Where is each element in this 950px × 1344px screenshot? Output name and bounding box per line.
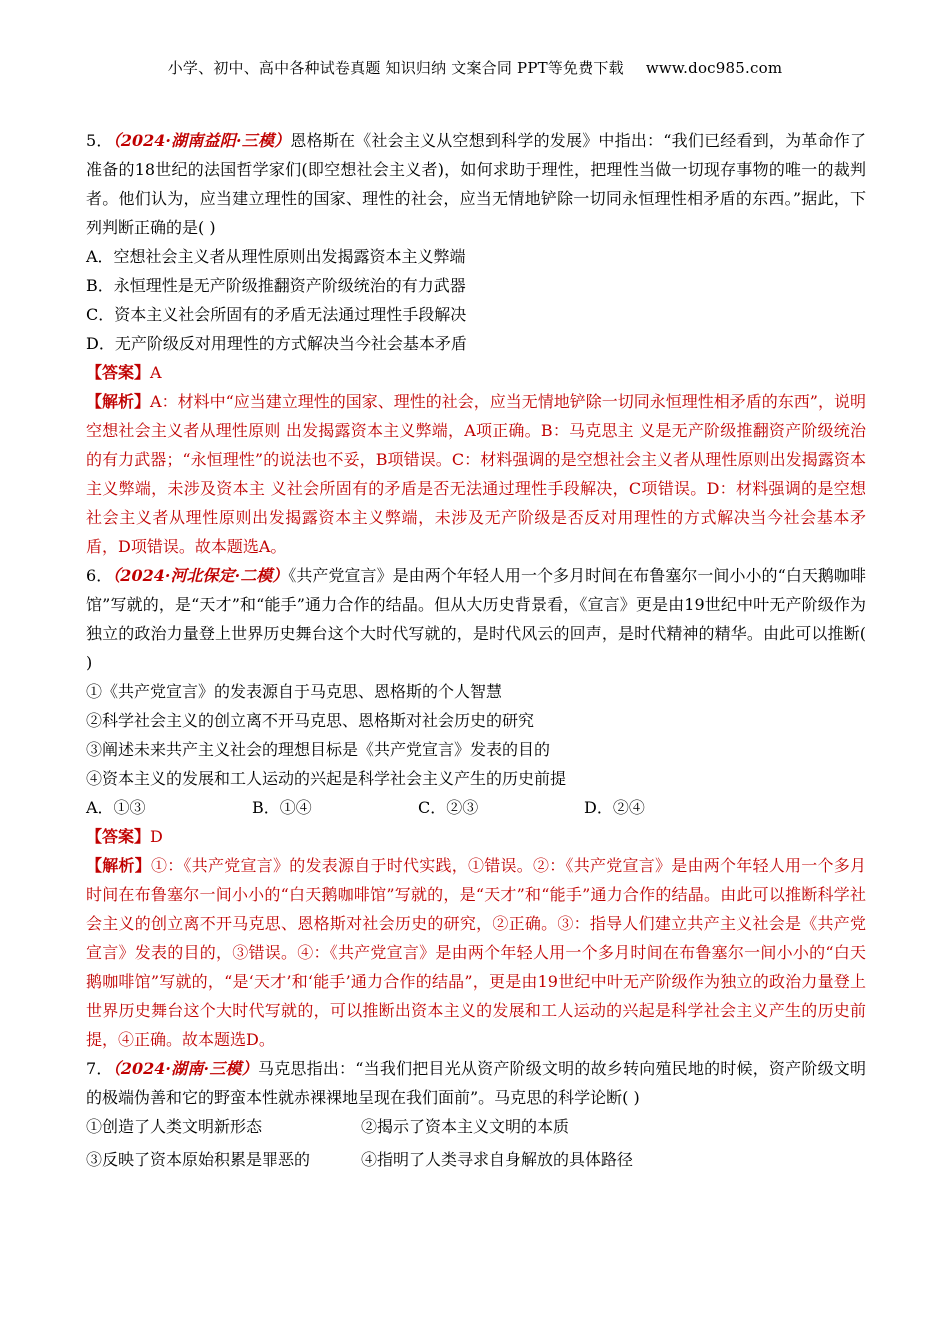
- answer: [86, 822, 866, 851]
- question-number: 7．: [86, 1059, 113, 1078]
- question-number: 6．: [86, 566, 113, 585]
- question-source: （2024·湖南·三模）: [112, 1059, 258, 1078]
- page-header: [0, 57, 950, 78]
- question-source: （2024·河北保定·二模）: [112, 566, 289, 585]
- option-b: B．永恒理性是无产阶级推翻资产阶级统治的有力武器: [86, 276, 466, 295]
- question-source: （2024·湖南益阳·三模）: [112, 131, 291, 150]
- question-5-stem: [86, 126, 866, 242]
- header-text: 小学、初中、高中各种试卷真题 知识归纳 文案合同 PPT等免费下载: [167, 59, 624, 77]
- option-d: D．②④: [584, 798, 645, 817]
- question-7-stem: [86, 1054, 866, 1112]
- statements-row-2: [86, 1145, 866, 1174]
- option-a: A．空想社会主义者从理性原则出发揭露资本主义弊端: [86, 247, 466, 266]
- answer-label: 【答案】: [86, 363, 151, 382]
- statement-2: ②揭示了资本主义文明的本质: [361, 1117, 570, 1136]
- statement-4: ④资本主义的发展和工人运动的兴起是科学社会主义产生的历史前提: [86, 769, 567, 788]
- statement-3: ③反映了资本原始积累是罪恶的: [86, 1150, 311, 1169]
- answer-value: D: [150, 827, 163, 846]
- statements-row-1: [86, 1112, 866, 1141]
- question-stem-text: 《共产党宣言》是由两个年轻人用一个多月时间在布鲁塞尔一间小小的“白天鹅咖啡馆”写就的，是“天才”和“能手”通力合作的结晶。但从大历史背景看，《宣言》更是由19世纪中叶无产阶级作为独立的政治力量登上世界历史舞台这个大时代写就的，是时代风云的回声，是时代精神的精华。由此可以推断( ): [86, 566, 866, 672]
- header-site-link[interactable]: www.doc985.com: [645, 59, 783, 77]
- option-b: B．①④: [252, 798, 312, 817]
- analysis-text: ①：《共产党宣言》的发表源自于时代实践，①错误。②：《共产党宣言》是由两个年轻人用一个多月时间在布鲁塞尔一间小小的“白天鹅咖啡馆”写就的，是“天才”和“能手”通力合作的结晶。由此可以推断科学社会主义的创立离不开马克思、恩格斯对社会历史的研究，②正确。③：指导人们建立共产主义社会是《共产党宣言》发表的目的，③错误。④：《共产党宣言》是由两个年轻人用一个多月时间在布鲁塞尔一间小小的“白天鹅咖啡馆”写就的，“是‘天才’和‘能手’通力合作的结晶”，更是由19世纪中叶无产阶级作为独立的政治力量登上世界历史舞台这个大时代写就的，可以推断出资本主义的发展和工人运动的兴起是科学社会主义产生的历史前提，④正确。故本题选D。: [86, 856, 866, 1049]
- answer-label: 【答案】: [86, 827, 151, 846]
- question-6-stem: [86, 561, 866, 677]
- statement-4: ④指明了人类寻求自身解放的具体路径: [361, 1150, 634, 1169]
- option-c: C．资本主义社会所固有的矛盾无法通过理性手段解决: [86, 305, 467, 324]
- analysis: [86, 387, 866, 561]
- answer-value: A: [150, 363, 162, 382]
- option-d: D．无产阶级反对用理性的方式解决当今社会基本矛盾: [86, 334, 467, 353]
- content: [86, 126, 866, 1174]
- analysis-text: A：材料中“应当建立理性的国家、理性的社会，应当无情地铲除一切同永恒理性相矛盾的东西”，说明空想社会主义者从理性原则 出发揭露资本主义弊端，A项正确。B：马克思主 义是无产阶级推翻资产阶级统治的有力武器；“永恒理性”的说法也不妥，B项错误。C：材料强调的是空想社会主义者从理性原则出发揭露资本主义弊端，未涉及资本主 义社会所固有的矛盾是否无法通过理性手段解决，C项错误。D：材料强调的是空想社会主义者从理性原则出发揭露资本主义弊端，未涉及无产阶级是否反对用理性的方式解决当今社会基本矛盾，D项错误。故本题选A。: [86, 392, 866, 556]
- statement-2: ②科学社会主义的创立离不开马克思、恩格斯对社会历史的研究: [86, 711, 535, 730]
- option-a: A．①③: [86, 798, 146, 817]
- statement-1: ①创造了人类文明新形态: [86, 1117, 263, 1136]
- statement-1: ①《共产党宣言》的发表源自于马克思、恩格斯的个人智慧: [86, 682, 503, 701]
- analysis: [86, 851, 866, 1054]
- option-c: C．②③: [418, 798, 479, 817]
- analysis-label: 【解析】: [86, 392, 151, 411]
- question-stem-text: 恩格斯在《社会主义从空想到科学的发展》中指出：“我们已经看到，为革命作了准备的18世纪的法国哲学家们(即空想社会主义者)，如何求助于理性，把理性当做一切现存事物的唯一的裁判者。他们认为，应当建立理性的国家、理性的社会，应当无情地铲除一切同永恒理性相矛盾的东西。”据此，下列判断正确的是( ): [86, 131, 866, 237]
- options-row: [86, 793, 866, 822]
- analysis-label: 【解析】: [86, 856, 151, 875]
- statement-3: ③阐述未来共产主义社会的理想目标是《共产党宣言》发表的目的: [86, 740, 551, 759]
- question-stem-text: 马克思指出：“当我们把目光从资产阶级文明的故乡转向殖民地的时候，资产阶级文明的极端伪善和它的野蛮本性就赤裸裸地呈现在我们面前”。马克思的科学论断( ): [86, 1059, 866, 1107]
- answer: [86, 358, 866, 387]
- question-number: 5．: [86, 131, 113, 150]
